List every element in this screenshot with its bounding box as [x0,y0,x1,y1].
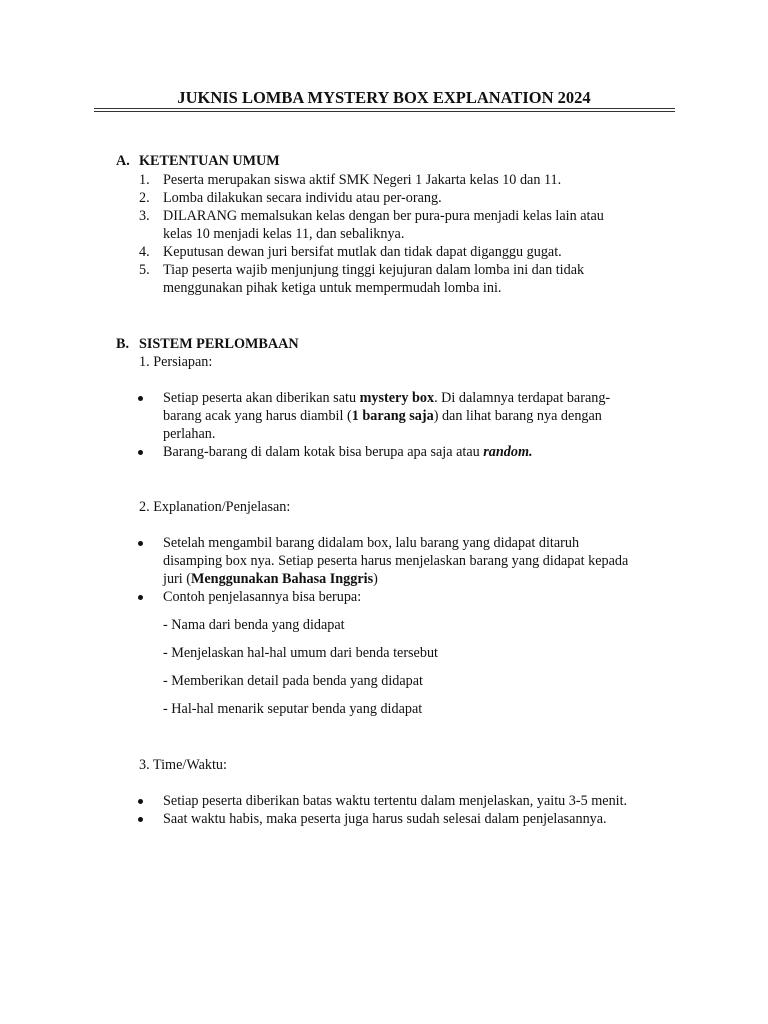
bullet-icon [138,396,143,401]
page-title: JUKNIS LOMBA MYSTERY BOX EXPLANATION 2024 [177,88,591,107]
item-text: menggunakan pihak ketiga untuk mempermudah lomba ini. [163,280,502,296]
section-a-letter: A. [116,153,130,169]
time-label: 3. Time/Waktu: [139,757,227,773]
bullet-icon [138,595,143,600]
item-text: perlahan. [163,426,216,442]
item-text: kelas 10 menjadi kelas 11, dan sebaliknya. [163,226,405,242]
item-text: Contoh penjelasannya bisa berupa: [163,589,362,605]
item-number: 4. [139,244,150,260]
item-text: Setelah mengambil barang didalam box, lalu barang yang didapat ditaruh [163,535,580,551]
bullet-icon [138,541,143,546]
item-text: Barang-barang di dalam kotak bisa berupa apa saja atau random. [163,444,533,460]
persiapan-label: 1. Persiapan: [139,354,213,370]
bullet-icon [138,799,143,804]
item-text: Setiap peserta akan diberikan satu mystery box. Di dalamnya terdapat barang- [163,390,611,406]
section-b-letter: B. [116,336,130,352]
section-b-title: SISTEM PERLOMBAAN [139,336,299,352]
explanation-label: 2. Explanation/Penjelasan: [139,499,291,515]
bullet-icon [138,817,143,822]
item-text: barang acak yang harus diambil (1 barang saja) dan lihat barang nya dengan [163,408,602,424]
item-text: Tiap peserta wajib menjunjung tinggi kejujuran dalam lomba ini dan tidak [163,262,585,278]
section-a-title: KETENTUAN UMUM [139,153,280,169]
item-text: Keputusan dewan juri bersifat mutlak dan tidak dapat diganggu gugat. [163,244,562,260]
example-line: - Menjelaskan hal-hal umum dari benda tersebut [163,645,438,661]
item-number: 1. [139,172,150,188]
title-double-rule [94,108,675,112]
section-a-heading [0,152,768,170]
item-text: Peserta merupakan siswa aktif SMK Negeri 1 Jakarta kelas 10 dan 11. [163,172,562,188]
example-line: - Nama dari benda yang didapat [163,617,345,633]
example-line: - Memberikan detail pada benda yang didapat [163,673,424,689]
item-text: DILARANG memalsukan kelas dengan ber pura-pura menjadi kelas lain atau [163,208,604,224]
item-number: 3. [139,208,150,224]
item-text: Saat waktu habis, maka peserta juga harus sudah selesai dalam penjelasannya. [163,811,607,827]
item-text: Lomba dilakukan secara individu atau per-orang. [163,190,442,206]
item-text: disamping box nya. Setiap peserta harus menjelaskan barang yang didapat kepada [163,553,629,569]
item-text: juri (Menggunakan Bahasa Inggris) [163,571,378,587]
bullet-icon [138,450,143,455]
section-b-heading [0,335,768,353]
item-number: 2. [139,190,150,206]
example-line: - Hal-hal menarik seputar benda yang didapat [163,701,423,717]
item-text: Setiap peserta diberikan batas waktu tertentu dalam menjelaskan, yaitu 3-5 menit. [163,793,628,809]
item-number: 5. [139,262,150,278]
